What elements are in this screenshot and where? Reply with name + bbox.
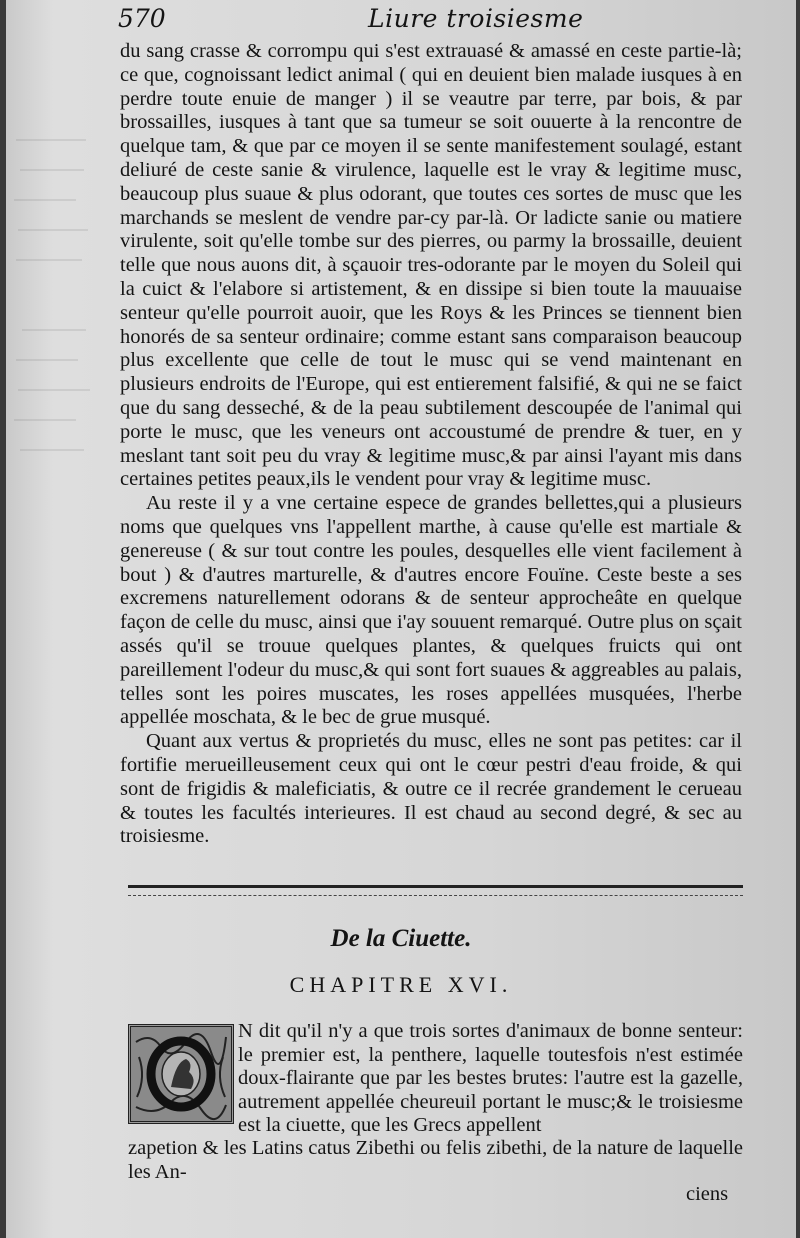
book-page (6, 0, 796, 1238)
show-through-text (6, 130, 96, 480)
page-number: 570 (118, 4, 166, 33)
catchword: ciens (686, 1183, 729, 1205)
main-text (120, 40, 742, 849)
chapter-heading: CHAPITRE XVI. (289, 972, 513, 997)
paragraph: Au reste il y a vne certaine espece de grandes bellettes,qui a plusieurs noms que quelques vns l'appellent marthe, à cause qu'elle est martiale & genereuse ( & sur tout contre les poules, desquelles elle vient facilement à bout ) & d'autres marturelle, & d'autres encore Fouïne. Ceste beste a ses excremens naturellement odorans & de senteur approcheâte en quelque façon de celle du musc, ainsi que i'ay souuent remarqué. Outre plus on sçait assés qu'il se trouue quelques plantes, & quelques fruicts qui ont pareillement l'odeur du musc,& qui sont fort suaues & aggreables au palais, telles sont les poires muscates, les roses appellées musquées, l'herbe appellée moschata, & le bec de grue musqué. (120, 492, 742, 729)
section-divider (128, 885, 743, 896)
page-header (118, 4, 743, 40)
section-title: De la Ciuette. (330, 925, 472, 952)
decorated-initial-o-icon (128, 1024, 234, 1124)
chapter-continuation-text: zapetion & les Latins catus Zibethi ou felis zibethi, de la nature de laquelle les An- (128, 1137, 743, 1183)
paragraph: Quant aux vertus & proprietés du musc, elles ne sont pas petites: car il fortifie merueilleusement ceux qui ont le cœur pestri d'eau froide, & qui sont de frigidis & maleficiatis, & outre ce il recrée grandement le cerueau & toutes les facultés interieures. Il est chaud au second degré, & sec au troisiesme. (120, 730, 742, 848)
running-head: Liure troisiesme (368, 4, 584, 33)
paragraph: du sang crasse & corrompu qui s'est extrauasé & amassé en ceste partie-là; ce que, cognoissant ledict animal ( qui en deuient bien malade iusques à en perdre toute enuie de manger ) il se veautre par terre, par bois, & par brossailles, iusques à tant que sa tumeur se soit ouuerte à la rencontre de quelque tam, & que par ce moyen il se sente manifestement soulagé, estant deliuré de ceste sanie & virulence, laquelle est le vray & legitime musc, beaucoup plus suaue & plus odorant, que toutes ces sortes de musc que les marchands se meslent de vendre par-cy par-là. Or ladicte sanie ou matiere virulente, soit qu'elle tombe sur des pierres, ou parmy la brossaille, deuient telle que nous auons dit, à sçauoir tres-odorante par le moyen du Soleil qui la cuict & l'elabore si artistement, & en dissipe si bien toute la mauuaise senteur qu'elle pourroit auoir, que les Roys & les Princes se tiennent bien honorés de sa senteur ordinaire; comme estant sans comparaison beaucoup plus excellente que celle de tout le musc qui se vend maintenant en plusieurs endroits de l'Europe, qui est entierement falsifié, & qui ne se faict que du sang desseché, & de la peau subtilement descoupée de l'animal qui porte le musc, que les veneurs ont accoustumé de prendre & tuer, en y meslant tant soit peu du vray & legitime musc,& par ainsi l'ayant mis dans certaines petites peaux,ils le vendent pour vray & legitime musc. (120, 40, 742, 491)
chapter-opening-text: N dit qu'il n'y a que trois sortes d'animaux de bonne senteur: le premier est, la penthere, laquelle toutesfois n'est estimée doux-flairante que par les bestes brutes: l'autre est la gazelle, autrement appellée cheureuil portant le musc;& le troisiesme est la ciuette, que les Grecs appellent (238, 1020, 743, 1136)
